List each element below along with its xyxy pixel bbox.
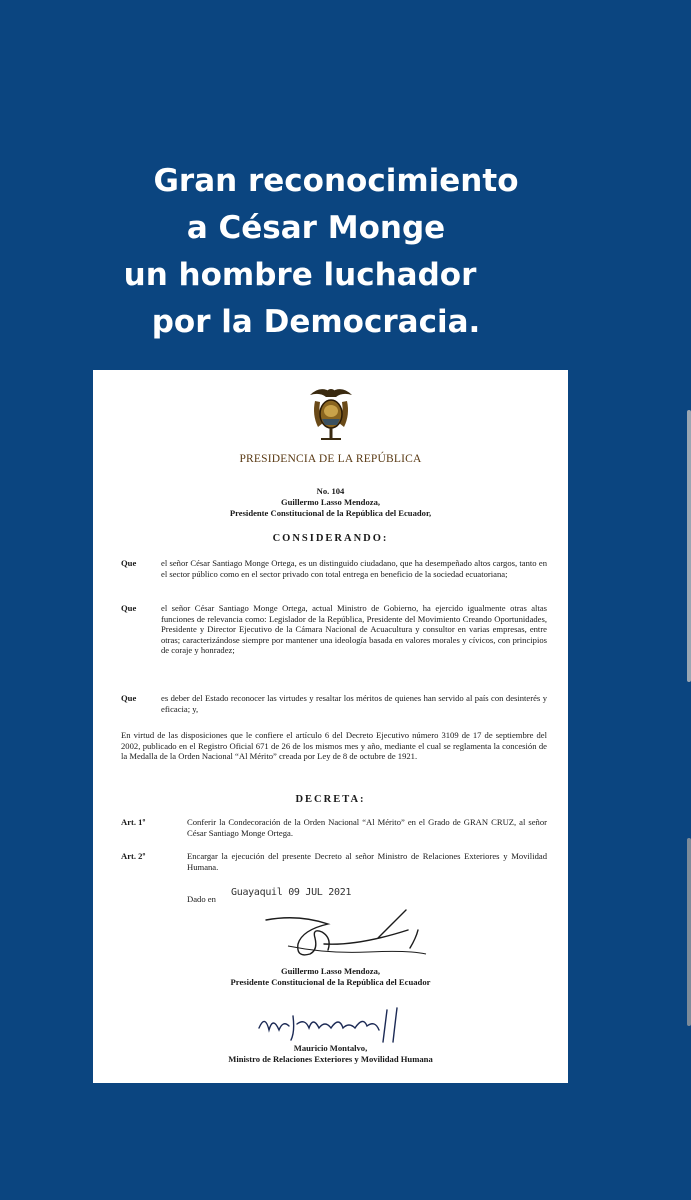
article-2-label: Art. 2º [121,851,146,861]
president-name: Guillermo Lasso Mendoza, [280,497,381,507]
coat-of-arms-icon [306,383,356,443]
decreta-heading: DECRETA: [295,794,366,805]
signer-1-title: Presidente Constitucional de la República del Ecuador [230,977,431,987]
scrollbar-thumb[interactable] [687,410,691,682]
headline-line-4: por la Democracia. [151,304,481,340]
que-label-3: Que [121,693,137,703]
signer-2-title: Ministro de Relaciones Exteriores y Movilidad Humana [228,1054,433,1064]
scrollbar-track-segment[interactable] [687,838,691,1026]
decree-number: No. 104 [316,486,345,496]
article-2-text: Encargar la ejecución del presente Decreto al señor Ministro de Relaciones Exteriores y Movilidad Humana. [187,851,547,872]
considerando-clause-2: el señor César Santiago Monge Ortega, actual Ministro de Gobierno, ha ejercido igualmente otras altas funciones de relevancia como: Legislador de la República, Presidente del Movimiento Creando Oportunidades, Presidente y Director Ejecutivo de la Cámara Nacional de Acuacultura y consultor en varias empresas, entre otras; caracterizándose siempre por mantener una ideología basada en valores morales y cívicos, con principios de coraje y honradez; [161,603,547,656]
president-signature [258,900,438,965]
signer-2-name: Mauricio Montalvo, [293,1043,368,1053]
considerando-clause-3: es deber del Estado reconocer las virtudes y resaltar los méritos de quienes han servido al país con desinterés y eficacia; y, [161,693,547,714]
article-1-label: Art. 1º [121,817,146,827]
decree-document [93,370,568,1083]
presidencia-heading: PRESIDENCIA DE LA REPÚBLICA [239,453,422,465]
article-1-text: Conferir la Condecoración de la Orden Nacional “Al Mérito” en el Grado de GRAN CRUZ, al señor César Santiago Monge Ortega. [187,817,547,838]
president-title: Presidente Constitucional de la República del Ecuador, [229,508,432,518]
dado-en-label: Dado en [187,894,216,904]
considerando-clause-1: el señor César Santiago Monge Ortega, es un distinguido ciudadano, que ha desempeñado altos cargos, tanto en el sector público como en el sector privado con total entrega en beneficio de la sociedad ecuatoriana; [161,558,547,579]
headline-line-1: Gran reconocimiento [153,163,519,199]
considerando-heading: CONSIDERANDO: [272,533,389,544]
que-label-2: Que [121,603,137,613]
headline [0,158,640,346]
headline-line-3: un hombre luchador [123,257,477,293]
headline-line-2: a César Monge [186,210,446,246]
que-label-1: Que [121,558,137,568]
place-date-stamp: Guayaquil 09 JUL 2021 [231,887,352,898]
signer-1-name: Guillermo Lasso Mendoza, [280,966,381,976]
en-virtud-paragraph: En virtud de las disposiciones que le confiere el artículo 6 del Decreto Ejecutivo número 3109 de 17 de septiembre del 2002, publicado en el Registro Oficial 671 de 26 de los mismos mes y año, mediante el cual se reglamenta la concesión de la Medalla de la Orden Nacional “Al Mérito” creada por Ley de 8 de octubre de 1921. [121,730,547,762]
